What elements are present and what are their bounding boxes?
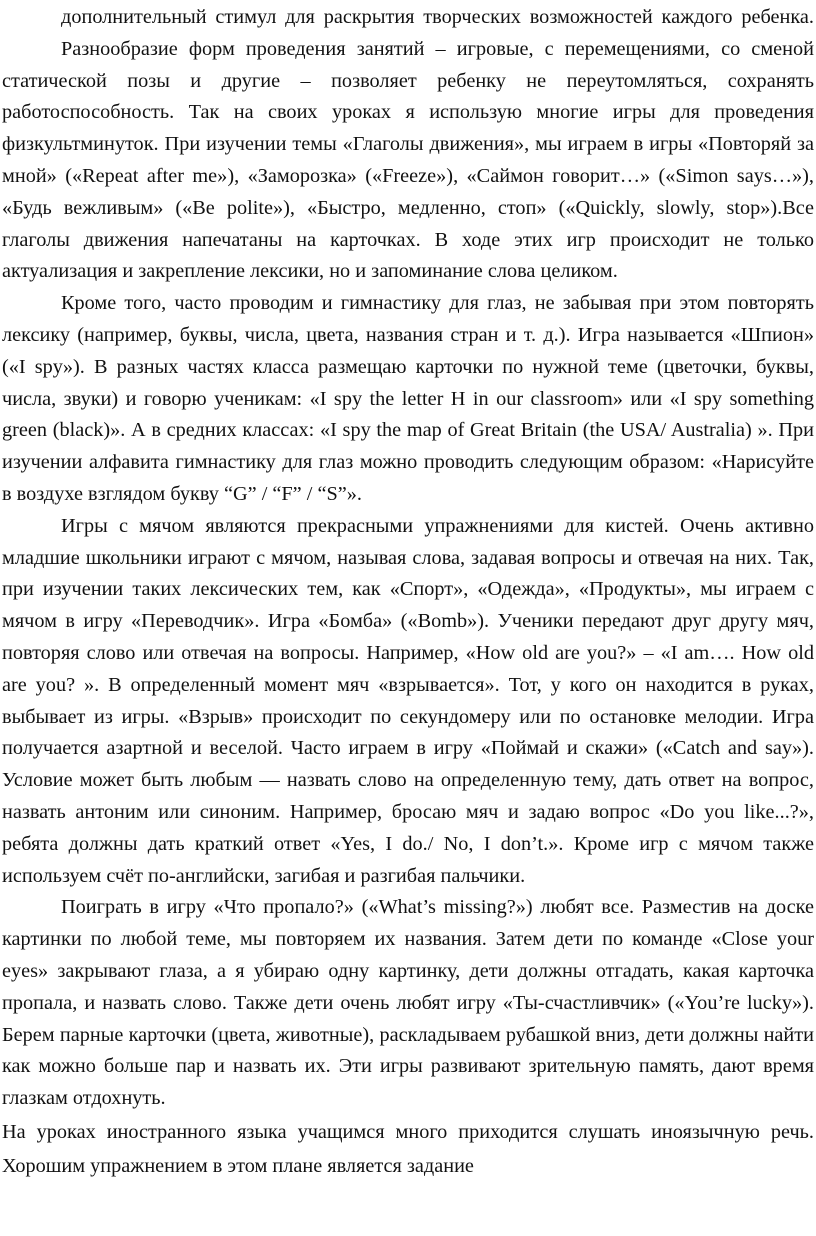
paragraph-ball-games: Игры с мячом являются прекрасными упражнениями для кистей. Очень активно младшие школьники играют с мячом, называя слова, задавая вопросы и отвечая на них. Так, при изучении таких лексических тем, как «Спорт», «Одежда», «Продукты», мы играем с мячом в игру «Переводчик». Игра «Бомба» («Bomb»). Ученики передают друг другу мяч, повторяя слово или отвечая на вопросы. Например, «How old are you?» – «I am…. How old are you? ». В определенный момент мяч «взрывается». Тот, у кого он находится в руках, выбывает из игры. «Взрыв» происходит по секундомеру или по остановке мелодии. Игра получается азартной и веселой. Часто играем в игру «Поймай и скажи» («Catch and say»). Условие может быть любым — назвать слово на определенную тему, дать ответ на вопрос, назвать антоним или синоним. Например, бросаю мяч и задаю вопрос «Do you like...?», ребята должны дать краткий ответ «Yes, I do./ No, I don’t.». Кроме игр с мячом также используем счёт по-английски, загибая и разгибая пальчики.: [2, 514, 814, 887]
paragraph-continuation: дополнительный стимул для раскрытия творческих возможностей каждого ребенка.: [61, 6, 814, 28]
paragraph-eye-gymnastics: Кроме того, часто проводим и гимнастику для глаз, не забывая при этом повторять лексику (например, буквы, числа, цвета, названия стран и т. д.). Игра называется «Шпион» («I spy»). В разных частях класса размещаю карточки по нужной теме (цветочки, буквы, числа, звуки) и говорю ученикам: «I spy the letter H in our classroom» или «I spy something green (black)». А в средних классах: «I spy the map of Great Britain (the USA/ Australia) ». При изучении алфавита гимнастику для глаз можно проводить следующим образом: «Нарисуйте в воздухе взглядом букву “G” / “F” / “S”».: [2, 292, 814, 505]
paragraph-listening: На уроках иностранного языка учащимся много приходится слушать иноязычную речь. Хорошим упражнением в этом плане является задание: [2, 1120, 814, 1177]
paragraph-whats-missing: Поиграть в игру «Что пропало?» («What’s missing?») любят все. Разместив на доске картинки по любой теме, мы повторяем их названия. Затем дети по команде «Close your eyes» закрывают глаза, а я убираю одну картинку, дети должны отгадать, какая карточка пропала, и назвать слово. Также дети очень любят игру «Ты-счастливчик» («You’re lucky»). Берем парные карточки (цвета, животные), раскладываем рубашкой вниз, дети должны найти как можно больше пар и назвать их. Эти игры развивают зрительную память, дают время глазкам отдохнуть.: [2, 896, 814, 1110]
paragraph-game-forms: Разнообразие форм проведения занятий – игровые, с перемещениями, со сменой статической позы и другие – позволяет ребенку не переутомляться, сохранять работоспособность. Так на своих уроках я использую многие игры для проведения физкультминуток. При изучении темы «Глаголы движения», мы играем в игры «Повторяй за мной» («Repeat after me»), «Заморозка» («Freeze»), «Саймон говорит…» («Simon says…»), «Будь вежливым» («Be polite»), «Быстро, медленно, стоп» («Quickly, slowly, stop»).Все глаголы движения напечатаны на карточках. В ходе этих игр происходит не только актуализация и закрепление лексики, но и запоминание слова целиком.: [2, 37, 814, 283]
